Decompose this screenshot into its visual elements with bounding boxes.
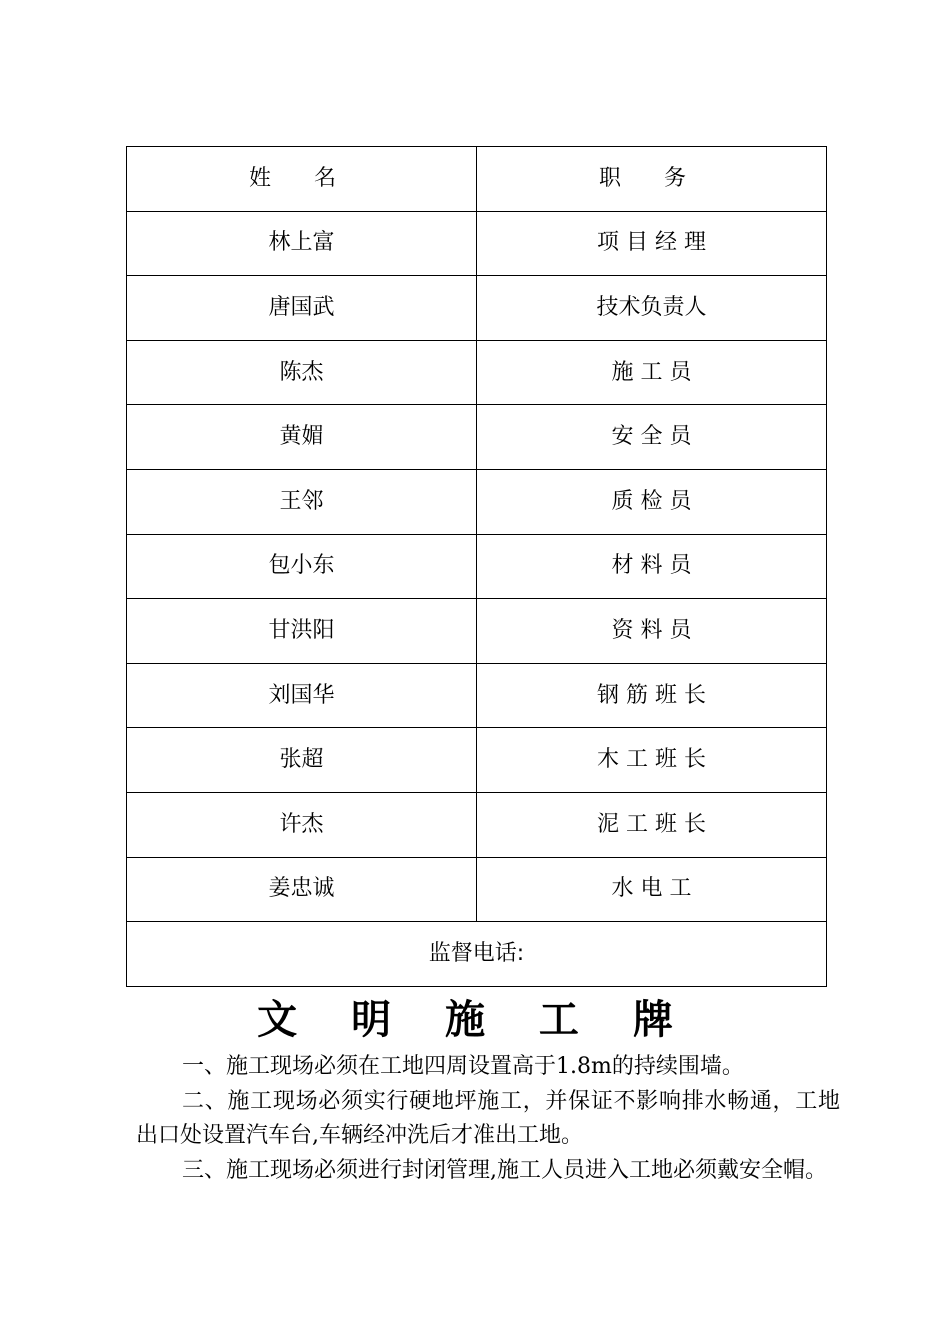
staff-name: 黄媚 [127, 405, 477, 470]
supervision-phone-label: 监督电话: [127, 922, 827, 987]
rule-item: 二、施工现场必须实行硬地坪施工，并保证不影响排水畅通，工地出口处设置汽车台,车辆经冲洗后才准出工地。 [136, 1088, 840, 1148]
staff-roster-table [126, 146, 827, 987]
supervision-row [127, 922, 827, 987]
page-title: 文 明 施 工 牌 [257, 996, 693, 1043]
staff-name: 林上富 [127, 211, 477, 276]
table-header-row [127, 147, 827, 212]
table-row [127, 405, 827, 470]
rule-item: 一、施工现场必须在工地四周设置高于1.8m的持续围墙。 [182, 1054, 744, 1079]
header-name: 姓 名 [127, 147, 477, 212]
staff-name: 甘洪阳 [127, 599, 477, 664]
staff-role: 项 目 经 理 [477, 211, 827, 276]
staff-role: 安 全 员 [477, 405, 827, 470]
staff-role: 材 料 员 [477, 534, 827, 599]
staff-name: 姜忠诚 [127, 857, 477, 922]
table-row [127, 211, 827, 276]
staff-role: 水 电 工 [477, 857, 827, 922]
staff-role: 质 检 员 [477, 469, 827, 534]
table-row [127, 276, 827, 341]
staff-name: 刘国华 [127, 663, 477, 728]
staff-role: 泥 工 班 长 [477, 792, 827, 857]
table-row [127, 728, 827, 793]
staff-role: 技术负责人 [477, 276, 827, 341]
staff-name: 许杰 [127, 792, 477, 857]
staff-name: 包小东 [127, 534, 477, 599]
rules-section [136, 1050, 840, 1188]
table-row [127, 792, 827, 857]
table-row [127, 469, 827, 534]
table-row [127, 340, 827, 405]
staff-name: 张超 [127, 728, 477, 793]
staff-role: 施 工 员 [477, 340, 827, 405]
staff-role: 资 料 员 [477, 599, 827, 664]
staff-name: 王邻 [127, 469, 477, 534]
header-role: 职 务 [477, 147, 827, 212]
staff-role: 木 工 班 长 [477, 728, 827, 793]
table-row [127, 599, 827, 664]
table-row [127, 663, 827, 728]
table-row [127, 534, 827, 599]
rule-item: 三、施工现场必须进行封闭管理,施工人员进入工地必须戴安全帽。 [182, 1157, 827, 1183]
staff-name: 唐国武 [127, 276, 477, 341]
staff-role: 钢 筋 班 长 [477, 663, 827, 728]
staff-name: 陈杰 [127, 340, 477, 405]
table-row [127, 857, 827, 922]
